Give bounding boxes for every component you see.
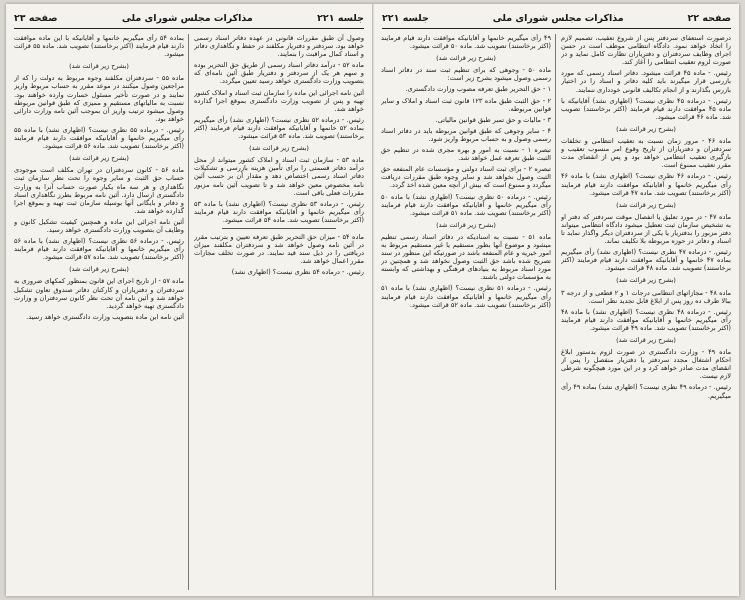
text-paragraph: رئیس. - درماده ۵۳ نظری نیست؟ (اظهاری نشد) با ماده ۵۳ رأی میگیریم خانمها و آقایانیکه موافقت دارند قیام فرمایند (اکثر برخاستند) تصویب شد. ماده ۵۴ قرائت میشود.	[194, 199, 364, 224]
text-paragraph: ماده ۵۲ - درآمد دفاتر اسناد رسمی از طریق حق التحریر بوده و سهم هر یک از سردفتر و دفتریار طبق آئین نامه‌ای که بتصویب وزارت دادگستری خواهد رسید تعیین میگردد.	[194, 61, 364, 86]
text-column-right	[194, 34, 364, 592]
text-paragraph: آئین نامه اجرائی این ماده را سازمان ثبت اسناد و املاک کشور تهیه و پس از تصویب وزارت دادگستری بموقع اجرا گذارده خواهد شد.	[194, 88, 364, 113]
text-paragraph: رئیس. - درماده ۵۱ نظری نیست؟ (اظهاری نشد) با ماده ۵۱ رأی میگیریم خانمها و آقایانیکه موافقت دارند قیام فرمایند (اکثر برخاستند) تصویب شد. ماده ۵۲ قرائت میشود.	[381, 284, 551, 309]
text-paragraph: رئیس. - درماده ۴۶ نظری نیست؟ (اظهاری نشد) با ماده ۴۶ رأی میگیریم خانمها و آقایانیکه موافقت دارند قیام فرمایند (اکثر برخاستند) تصویب شد. ماده ۴۷ قرائت میشود.	[561, 172, 731, 197]
column-divider	[555, 34, 556, 590]
running-title: مذاکرات مجلس شورای ملی	[492, 12, 624, 24]
text-paragraph: رئیس. - درماده ۴۵ نظری نیست؟ (اظهاری نشد) آقایانیکه با ماده ۴۵ موافقت دارند قیام فرمایند (اکثر برخاستند) تصویب شد. ماده ۴۶ قرائت میشود.	[561, 96, 731, 121]
text-paragraph: رئیس. - درماده ۵۲ نظری نیست؟ (اظهاری نشد) رأی میگیریم بماده ۵۲ خانمها و آقایانیکه موافقت دارند قیام فرمایند (اکثر برخاستند) تصویب شد. ماده ۵۳ قرائت میشود.	[194, 115, 364, 141]
text-paragraph: ماده ۴۹ - وزارت دادگستری در صورت لزوم بدستور ابلاغ احکام اشتغال مجدد سردفتر یا دفتریار منفصل را پس از انقضای مدت صادر خواهد کرد و در این مورد هیچگونه شرطی لازم نیست.	[561, 348, 731, 381]
text-paragraph: ماده ۴۷ - در مورد تعلیق یا انفصال موقت سردفتر که دفتر او به تشخیص سازمان ثبت تعطیل میشود دادگاه انتظامی میتواند دفتر مزبور را بدفتریار یا یکی از سردفتران دیگر واگذار نماید تا اسناد و دفاتر در حوزه مربوطه بلا تکلیف نماند.	[561, 212, 731, 246]
reading-note: (بشرح زیر قرائت شد)	[436, 54, 496, 63]
text-paragraph: ماده ۴۸ - مجازاتهای انتظامی درجات ۱ و ۲ قطعی و از درجه ۳ ببالا ظرف ده روز پس از ابلاغ قابل تجدید نظر است.	[561, 288, 731, 305]
text-paragraph: ماده ۵۶ - کانون سردفتران در تهران مکلف است موجودی حساب حق الثبت و سایر وجوه را تحت نظر سازمان ثبت نگاهداری و هر سه ماه یکبار صورت حساب آنرا به وزارت دادگستری ارسال دارد. آئین نامه مربوط بطرز نگاهداری اسناد و دفاتر و بایگانی آنها بوسیله سازمان ثبت تهیه و بموقع اجرا گذارده خواهد شد.	[14, 166, 184, 215]
text-paragraph: ماده ۵۴ - میزان حق التحریر طبق تعرفه تعیین و بترتیب مقرر در آئین نامه وصول خواهد شد و سردفتران مکلفند میزان دریافتی را در ذیل سند قید نمایند. در صورت تخلف مجازات مقرر اعمال خواهد شد.	[194, 232, 364, 266]
reading-note: (بشرح زیر قرائت شد)	[69, 154, 129, 163]
page-header	[14, 8, 364, 29]
reading-note: (بشرح زیر قرائت شد)	[616, 336, 676, 344]
text-paragraph: وصول آن طبق مقررات قانونی در عهده دفاتر اسناد رسمی خواهد بود. سردفتر و دفتریار مکلفند در حفظ و نگاهداری دفاتر و اسناد کمال مراقبت را بنمایند.	[194, 34, 364, 59]
page-22	[378, 4, 735, 596]
text-paragraph: رئیس. - درماده ۵۴ نظری نیست؟ (اظهاری نشد)	[231, 268, 364, 277]
text-paragraph: رئیس. - درماده ۵۶ نظری نیست؟ (اظهاری نشد) با ماده ۵۶ رأی میگیریم خانمها و آقایانیکه موافقت دارند قیام فرمایند (اکثر برخاستند) تصویب شد. ماده ۵۷ قرائت میشود.	[14, 237, 184, 262]
text-paragraph: رئیس. - درماده ۴۷ نظری نیست؟ (اظهاری نشد) رأی میگیریم بماده ۴۷ خانمها و آقایانیکه موافقت دارند قیام فرمایند (اکثر برخاستند) تصویب شد. ماده ۴۸ قرائت میشود.	[561, 248, 731, 273]
text-paragraph: آئین نامه این ماده بتصویب وزارت دادگستری خواهد رسید.	[26, 312, 184, 321]
section-rule	[222, 228, 336, 229]
text-paragraph: رئیس. - ماده ۴۵ قرائت میشود. دفاتر اسناد رسمی که مورد بازرسی قرار میگیرند باید کلیه دفاتر و اسناد را در اختیار بازرس بگذارند و از انجام تکالیف قانونی خودداری ننمایند.	[561, 69, 731, 94]
text-column-left	[381, 34, 551, 592]
text-paragraph: ماده ۵۱ - نسبت به اسنادیکه در دفاتر اسناد رسمی تنظیم میشود و موضوع آنها بطور مستقیم یا غیر مستقیم مربوط به امور خیریه و عام المنفعه باشد در صورتیکه این منظور در سند تصریح شده باشد حق الثبت وصول نخواهد شد و همچنین در مورد اسناد مربوط به بنیادهای فرهنگی و بهداشتی که وابسته به مؤسسات دولتی باشند.	[381, 232, 551, 282]
text-paragraph: ماده ۵۷ - از تاریخ اجرای این قانون بمنظور کمکهای ضروری به سردفتران و دفتریاران و کارکنان دفاتر صندوق تعاون تشکیل خواهد شد و آئین نامه آن تحت نظر کانون سردفتران و وزارت دادگستری تهیه خواهد گردید.	[14, 277, 184, 310]
book-spread	[6, 4, 739, 596]
reading-note: (بشرح زیر قرائت شد)	[616, 124, 676, 133]
text-paragraph: ماده ۴۶ - مرور زمان نسبت به تعقیب انتظامی و تخلفات سردفتران و دفتریاران از تاریخ وقوع امر منسوب تعقیب و بازگیری تعقیب انتظامی خواهد بود و پس از انقضای مدت مقرر تعقیب ممنوع است.	[561, 137, 731, 170]
page-number: صفحه ۲۳	[14, 12, 58, 24]
running-title: مذاکرات مجلس شورای ملی	[121, 12, 253, 24]
text-paragraph: ۴ - سایر وجوهی که طبق قوانین مربوطه باید در دفاتر اسناد رسمی وصول و به حساب مربوط واریز شود.	[381, 126, 551, 143]
text-paragraph: ۳ - مالیات و حق تمبر طبق قوانین مالیاتی.	[435, 115, 551, 124]
text-paragraph: ماده ۵۳ - سازمان ثبت اسناد و املاک کشور میتواند از محل درآمد دفاتر قسمتی را برای تأمین هزینه بازرسی و تشکیلات دفاتر اسناد رسمی اختصاص دهد و مقدار آن بر حسب آئین نامه مخصوص معین خواهد شد و تا تصویب آئین نامه مزبور مقررات فعلی باقی است.	[194, 156, 364, 197]
text-paragraph: ۲ - حق الثبت طبق ماده ۱۲۳ قانون ثبت اسناد و املاک و سایر قوانین مربوطه.	[381, 96, 551, 113]
text-paragraph: آئین نامه اجرائی این ماده و همچنین کیفیت تشکیل کانون و وظایف آن بتصویب وزارت دادگستری خواهد رسید.	[14, 217, 184, 234]
text-paragraph: رئیس. - درماده ۴۹ نظری نیست؟ (اظهاری نشد) بماده ۴۹ رأی میگیریم.	[561, 383, 731, 400]
text-paragraph: ماده ۵۵ - سردفتران مکلفند وجوه مربوط به دولت را که از مراجعین وصول میکنند در موعد مقرر به حساب مربوط واریز نمایند و در صورت تأخیر مسئول خسارت وارده خواهند بود. نسبت به مالیاتهای مستقیم و ممیزی که طبق قوانین مربوطه وصول میشود ترتیب واریز آن بموجب آئین نامه وزارت دارائی خواهد بود.	[14, 74, 184, 123]
text-paragraph: ماده ۵۰ - وجوهی که برای تنظیم ثبت سند در دفاتر اسناد رسمی وصول میشود بشرح زیر است:	[381, 66, 551, 83]
reading-note: (بشرح زیر قرائت شد)	[616, 200, 676, 209]
text-paragraph: رئیس. - درماده ۵۰ نظری نیست؟ (اظهاری نشد) با ماده ۵۰ رأی میگیریم خانمها و آقایانیکه موافقت دارند قیام فرمایند (اکثر برخاستند) تصویب شد. ماده ۵۱ قرائت میشود.	[381, 192, 551, 217]
reading-note: (بشرح زیر قرائت شد)	[69, 265, 129, 274]
session-label: جلسه ۲۲۱	[317, 12, 364, 24]
reading-note: (بشرح زیر قرائت شد)	[69, 62, 129, 71]
reading-note: (بشرح زیر قرائت شد)	[616, 276, 676, 285]
session-label: جلسه ۲۲۱	[382, 12, 429, 24]
reading-note: (بشرح زیر قرائت شد)	[436, 220, 496, 229]
page-number: صفحه ۲۲	[687, 12, 731, 24]
book-gutter	[372, 4, 374, 596]
reading-note: (بشرح زیر قرائت شد)	[249, 144, 309, 153]
text-paragraph: رئیس. - درماده ۴۸ نظری نیست؟ (اظهاری نشد) با ماده ۴۸ رأی میگیریم خانمها و آقایانیکه موافقت دارند قیام فرمایند (اکثر برخاستند) تصویب شد. ماده ۴۹ قرائت میشود.	[561, 307, 731, 332]
text-paragraph: تبصره ۲ - برای ثبت اسناد دولتی و مؤسسات عام المنفعه حق الثبت وصول نخواهد شد و سایر وجوه طبق مقررات دریافت میگردد و ممنوع است که بیش از آنچه معین شده اخذ گردد.	[381, 165, 551, 190]
text-paragraph: ۴۹ رأی میگیریم خانمها و آقایانیکه موافقت دارند قیام فرمایند (اکثر برخاستند) تصویب شد. ماده ۵۰ قرائت میشود.	[381, 34, 551, 51]
text-column-left	[14, 34, 184, 592]
text-paragraph: ۱ - حق التحریر طبق تعرفه مصوب وزارت دادگستری.	[405, 85, 551, 94]
page-23	[10, 4, 368, 596]
text-paragraph: درصورت استعفای سردفتر پس از شروع تعقیب، تصمیم لازم را اتخاذ خواهد نمود. دادگاه انتظامی موظف است در حسن اجرای وظایف سردفتران و دفتریاران نظارت کامل نماید و در صورت لزوم تعقیب انتظامی را آغاز کند.	[561, 34, 731, 67]
page-header	[382, 8, 731, 29]
text-column-right	[561, 34, 731, 592]
text-paragraph: رئیس. - درماده ۵۵ نظری نیست؟ (اظهاری نشد) با ماده ۵۵ رأی میگیریم خانمها و آقایانیکه موافقت دارند قیام فرمایند (اکثر برخاستند) تصویب شد. ماده ۵۶ قرائت میشود.	[14, 125, 184, 151]
text-paragraph: بماده ۵۴ رأی میگیریم خانمها و آقایانیکه با این ماده موافقت دارند قیام فرمایند (اکثر برخاستند) تصویب شد. ماده ۵۵ قرائت میشود.	[14, 34, 184, 59]
column-divider	[188, 34, 189, 590]
text-paragraph: تبصره ۱ - نسبت به امور و بهره مجری شده در تنظیم حق الثبت طبق تعرفه عمل خواهد شد.	[381, 146, 551, 163]
